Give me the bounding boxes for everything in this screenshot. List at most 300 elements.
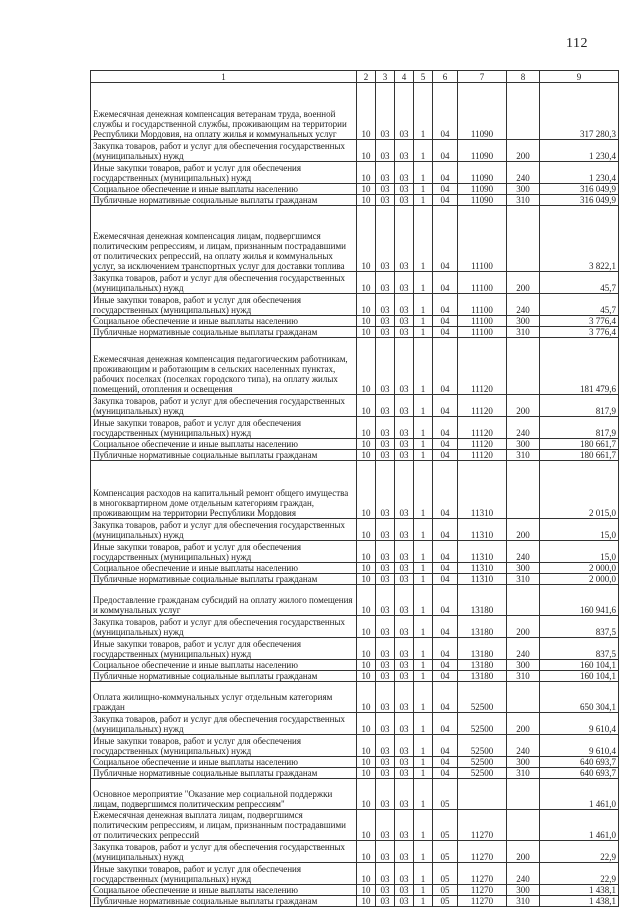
row-code-7: 11310	[458, 574, 507, 585]
row-code-5: 1	[414, 417, 433, 439]
table-row	[91, 713, 619, 735]
row-code-4: 03	[395, 327, 414, 338]
table-row	[91, 585, 619, 616]
row-code-7: 11120	[458, 338, 507, 395]
table-row	[91, 162, 619, 184]
row-name: Иные закупки товаров, работ и услуг для обеспечения государственных (муниципальных) нужд	[91, 735, 357, 757]
row-code-3: 03	[376, 541, 395, 563]
row-code-4: 03	[395, 682, 414, 713]
table-row	[91, 616, 619, 638]
row-code-4: 03	[395, 768, 414, 779]
row-code-7: 11100	[458, 206, 507, 272]
row-code-7: 11090	[458, 184, 507, 195]
row-code-4: 03	[395, 638, 414, 660]
row-code-5: 1	[414, 162, 433, 184]
row-code-4: 03	[395, 195, 414, 206]
row-code-7: 11310	[458, 461, 507, 519]
row-code-7: 11090	[458, 140, 507, 162]
row-code-3: 03	[376, 574, 395, 585]
row-code-5: 1	[414, 779, 433, 810]
row-amount: 640 693,7	[540, 757, 619, 768]
table-row	[91, 316, 619, 327]
row-code-8: 300	[507, 757, 540, 768]
row-code-6: 04	[433, 417, 458, 439]
row-code-5: 1	[414, 83, 433, 140]
row-code-5: 1	[414, 713, 433, 735]
row-code-8	[507, 206, 540, 272]
column-header-2: 2	[357, 71, 376, 83]
header-row	[91, 71, 619, 83]
row-code-8	[507, 338, 540, 395]
row-code-5: 1	[414, 184, 433, 195]
row-code-6: 04	[433, 735, 458, 757]
row-code-7: 11120	[458, 439, 507, 450]
row-code-3: 03	[376, 885, 395, 896]
row-name: Закупка товаров, работ и услуг для обеспечения государственных (муниципальных) нужд	[91, 272, 357, 294]
row-code-5: 1	[414, 563, 433, 574]
row-amount: 15,0	[540, 541, 619, 563]
row-name: Социальное обеспечение и иные выплаты населению	[91, 439, 357, 450]
row-code-5: 1	[414, 395, 433, 417]
row-code-5: 1	[414, 327, 433, 338]
row-code-6: 05	[433, 841, 458, 863]
row-code-5: 1	[414, 885, 433, 896]
row-amount: 1 438,1	[540, 885, 619, 896]
row-code-4: 03	[395, 417, 414, 439]
row-code-4: 03	[395, 563, 414, 574]
row-code-5: 1	[414, 768, 433, 779]
row-code-6: 05	[433, 779, 458, 810]
row-code-3: 03	[376, 896, 395, 907]
row-code-6: 04	[433, 461, 458, 519]
row-amount: 640 693,7	[540, 768, 619, 779]
row-code-8: 200	[507, 140, 540, 162]
row-code-5: 1	[414, 574, 433, 585]
row-code-5: 1	[414, 450, 433, 461]
row-code-8: 310	[507, 768, 540, 779]
row-code-2: 10	[357, 450, 376, 461]
row-amount: 9 610,4	[540, 735, 619, 757]
row-amount: 837,5	[540, 638, 619, 660]
row-code-3: 03	[376, 206, 395, 272]
row-code-7: 11310	[458, 519, 507, 541]
row-code-4: 03	[395, 810, 414, 841]
row-code-4: 03	[395, 140, 414, 162]
row-code-5: 1	[414, 660, 433, 671]
row-amount: 160 104,1	[540, 671, 619, 682]
row-code-5: 1	[414, 671, 433, 682]
row-code-7: 13180	[458, 638, 507, 660]
row-name: Закупка товаров, работ и услуг для обеспечения государственных (муниципальных) нужд	[91, 395, 357, 417]
row-code-8: 240	[507, 417, 540, 439]
row-code-4: 03	[395, 206, 414, 272]
row-code-2: 10	[357, 395, 376, 417]
row-code-6: 04	[433, 316, 458, 327]
row-code-3: 03	[376, 338, 395, 395]
budget-table	[90, 70, 619, 907]
row-code-3: 03	[376, 779, 395, 810]
table-row	[91, 660, 619, 671]
row-code-2: 10	[357, 616, 376, 638]
row-code-3: 03	[376, 810, 395, 841]
row-code-2: 10	[357, 574, 376, 585]
row-code-2: 10	[357, 519, 376, 541]
row-code-4: 03	[395, 863, 414, 885]
row-code-7: 11120	[458, 417, 507, 439]
row-code-5: 1	[414, 461, 433, 519]
table-row	[91, 294, 619, 316]
row-name: Предоставление гражданам субсидий на оплату жилого помещения и коммунальных услуг	[91, 585, 357, 616]
row-code-6: 04	[433, 450, 458, 461]
row-code-2: 10	[357, 713, 376, 735]
row-amount: 817,9	[540, 417, 619, 439]
row-code-3: 03	[376, 735, 395, 757]
row-name: Закупка товаров, работ и услуг для обеспечения государственных (муниципальных) нужд	[91, 841, 357, 863]
row-code-8: 300	[507, 439, 540, 450]
row-code-2: 10	[357, 294, 376, 316]
row-name: Социальное обеспечение и иные выплаты населению	[91, 563, 357, 574]
row-name: Компенсация расходов на капитальный ремонт общего имущества в многоквартирном доме отдельным категориям граждан, проживающим на территории Республики Мордовия	[91, 461, 357, 519]
row-amount: 22,9	[540, 841, 619, 863]
row-amount: 181 479,6	[540, 338, 619, 395]
row-name: Публичные нормативные социальные выплаты гражданам	[91, 450, 357, 461]
row-code-8: 300	[507, 660, 540, 671]
row-code-6: 04	[433, 162, 458, 184]
row-code-4: 03	[395, 184, 414, 195]
table-row	[91, 810, 619, 841]
table-row	[91, 671, 619, 682]
row-code-4: 03	[395, 83, 414, 140]
row-code-3: 03	[376, 563, 395, 574]
row-code-3: 03	[376, 83, 395, 140]
row-code-4: 03	[395, 272, 414, 294]
row-amount: 650 304,1	[540, 682, 619, 713]
row-code-8: 240	[507, 541, 540, 563]
page-number: 112	[566, 36, 588, 51]
row-code-8	[507, 585, 540, 616]
row-code-8	[507, 779, 540, 810]
row-name: Оплата жилищно-коммунальных услуг отдельным категориям граждан	[91, 682, 357, 713]
row-code-8: 300	[507, 885, 540, 896]
row-amount: 2 000,0	[540, 563, 619, 574]
row-amount: 180 661,7	[540, 450, 619, 461]
column-header-5: 5	[414, 71, 433, 83]
row-amount: 45,7	[540, 272, 619, 294]
row-code-6: 04	[433, 184, 458, 195]
row-code-8: 240	[507, 294, 540, 316]
row-code-8: 240	[507, 638, 540, 660]
row-amount: 3 776,4	[540, 316, 619, 327]
row-amount: 3 776,4	[540, 327, 619, 338]
table-row	[91, 195, 619, 206]
row-code-3: 03	[376, 395, 395, 417]
row-code-8: 200	[507, 713, 540, 735]
row-code-8: 200	[507, 395, 540, 417]
row-amount: 160 941,6	[540, 585, 619, 616]
row-code-4: 03	[395, 757, 414, 768]
table-row	[91, 574, 619, 585]
row-code-7: 11310	[458, 541, 507, 563]
row-code-5: 1	[414, 896, 433, 907]
row-code-2: 10	[357, 316, 376, 327]
row-code-5: 1	[414, 810, 433, 841]
row-amount: 2 000,0	[540, 574, 619, 585]
row-code-4: 03	[395, 316, 414, 327]
row-code-8: 300	[507, 184, 540, 195]
row-code-6: 05	[433, 810, 458, 841]
row-code-4: 03	[395, 885, 414, 896]
row-code-2: 10	[357, 439, 376, 450]
row-code-8: 300	[507, 316, 540, 327]
table-row	[91, 779, 619, 810]
row-code-3: 03	[376, 757, 395, 768]
row-name: Ежемесячная денежная компенсация лицам, подвергшимся политическим репрессиям, и лицам, признанным пострадавшими от политических репрессий, на оплату жилья и коммунальных услуг, за исключением транспортных услуг для доставки топлива	[91, 206, 357, 272]
row-code-5: 1	[414, 638, 433, 660]
row-code-6: 04	[433, 616, 458, 638]
row-code-5: 1	[414, 294, 433, 316]
row-code-4: 03	[395, 450, 414, 461]
table-row	[91, 841, 619, 863]
column-header-8: 8	[507, 71, 540, 83]
row-amount: 15,0	[540, 519, 619, 541]
column-header-1: 1	[91, 71, 357, 83]
row-amount: 22,9	[540, 863, 619, 885]
row-code-5: 1	[414, 757, 433, 768]
row-name: Публичные нормативные социальные выплаты гражданам	[91, 768, 357, 779]
row-code-5: 1	[414, 682, 433, 713]
row-code-7: 11090	[458, 83, 507, 140]
row-code-3: 03	[376, 327, 395, 338]
column-header-7: 7	[458, 71, 507, 83]
row-code-2: 10	[357, 184, 376, 195]
row-code-3: 03	[376, 841, 395, 863]
row-code-5: 1	[414, 195, 433, 206]
row-code-4: 03	[395, 162, 414, 184]
row-code-7: 13180	[458, 660, 507, 671]
row-code-7: 13180	[458, 616, 507, 638]
row-code-7: 13180	[458, 585, 507, 616]
row-code-3: 03	[376, 417, 395, 439]
row-code-7: 11310	[458, 563, 507, 574]
row-code-6: 04	[433, 757, 458, 768]
row-code-2: 10	[357, 863, 376, 885]
row-code-7: 11100	[458, 272, 507, 294]
row-name: Ежемесячная денежная компенсация педагогическим работникам, проживающим и работающим в сельских населенных пунктах, рабочих поселках (поселках городского типа), на оплату жилых помещений, отопления и освещения	[91, 338, 357, 395]
row-code-4: 03	[395, 395, 414, 417]
row-name: Публичные нормативные социальные выплаты гражданам	[91, 327, 357, 338]
row-code-6: 04	[433, 660, 458, 671]
row-amount: 1 461,0	[540, 779, 619, 810]
row-code-4: 03	[395, 713, 414, 735]
row-code-6: 04	[433, 395, 458, 417]
row-amount: 317 280,3	[540, 83, 619, 140]
row-code-2: 10	[357, 272, 376, 294]
row-code-7: 11120	[458, 395, 507, 417]
row-code-6: 04	[433, 338, 458, 395]
row-code-3: 03	[376, 585, 395, 616]
row-code-3: 03	[376, 195, 395, 206]
row-code-7: 11270	[458, 896, 507, 907]
row-code-8: 310	[507, 896, 540, 907]
row-code-3: 03	[376, 140, 395, 162]
row-code-6: 04	[433, 638, 458, 660]
row-code-2: 10	[357, 671, 376, 682]
row-code-6: 04	[433, 206, 458, 272]
row-name: Закупка товаров, работ и услуг для обеспечения государственных (муниципальных) нужд	[91, 519, 357, 541]
table-row	[91, 519, 619, 541]
row-code-8: 200	[507, 519, 540, 541]
column-header-6: 6	[433, 71, 458, 83]
row-code-2: 10	[357, 757, 376, 768]
table-row	[91, 395, 619, 417]
row-code-7: 11090	[458, 162, 507, 184]
row-code-3: 03	[376, 682, 395, 713]
row-amount: 160 104,1	[540, 660, 619, 671]
row-amount: 180 661,7	[540, 439, 619, 450]
row-code-4: 03	[395, 841, 414, 863]
table-row	[91, 184, 619, 195]
row-amount: 3 822,1	[540, 206, 619, 272]
row-code-7: 52500	[458, 757, 507, 768]
row-code-6: 04	[433, 574, 458, 585]
row-code-2: 10	[357, 140, 376, 162]
table-body	[91, 83, 619, 907]
row-code-6: 05	[433, 885, 458, 896]
row-name: Иные закупки товаров, работ и услуг для обеспечения государственных (муниципальных) нужд	[91, 638, 357, 660]
row-amount: 2 015,0	[540, 461, 619, 519]
row-code-3: 03	[376, 660, 395, 671]
row-code-6: 04	[433, 541, 458, 563]
row-name: Публичные нормативные социальные выплаты гражданам	[91, 896, 357, 907]
row-code-3: 03	[376, 450, 395, 461]
table-row	[91, 541, 619, 563]
row-code-7: 13180	[458, 671, 507, 682]
row-name: Закупка товаров, работ и услуг для обеспечения государственных (муниципальных) нужд	[91, 616, 357, 638]
row-code-5: 1	[414, 140, 433, 162]
row-code-6: 05	[433, 863, 458, 885]
row-amount: 817,9	[540, 395, 619, 417]
row-code-8: 240	[507, 863, 540, 885]
table-row	[91, 338, 619, 395]
row-code-6: 04	[433, 327, 458, 338]
row-code-7: 52500	[458, 735, 507, 757]
row-code-5: 1	[414, 206, 433, 272]
row-code-6: 04	[433, 768, 458, 779]
row-code-8: 310	[507, 574, 540, 585]
row-code-6: 04	[433, 140, 458, 162]
row-code-2: 10	[357, 327, 376, 338]
row-code-2: 10	[357, 206, 376, 272]
row-amount: 1 438,1	[540, 896, 619, 907]
row-name: Ежемесячная денежная выплата лицам, подвергшимся политическим репрессиям, и лицам, признанным пострадавшими от политических репрессий	[91, 810, 357, 841]
row-code-4: 03	[395, 439, 414, 450]
row-code-3: 03	[376, 439, 395, 450]
row-code-5: 1	[414, 439, 433, 450]
row-code-4: 03	[395, 735, 414, 757]
row-code-6: 04	[433, 294, 458, 316]
column-header-9: 9	[540, 71, 619, 83]
row-name: Публичные нормативные социальные выплаты гражданам	[91, 671, 357, 682]
row-name: Иные закупки товаров, работ и услуг для обеспечения государственных (муниципальных) нужд	[91, 417, 357, 439]
row-code-7: 11270	[458, 863, 507, 885]
table-row	[91, 563, 619, 574]
row-code-2: 10	[357, 779, 376, 810]
row-code-7: 11270	[458, 841, 507, 863]
row-amount: 1 230,4	[540, 140, 619, 162]
row-code-2: 10	[357, 841, 376, 863]
table-row	[91, 768, 619, 779]
table-row	[91, 757, 619, 768]
row-code-2: 10	[357, 585, 376, 616]
row-code-5: 1	[414, 585, 433, 616]
row-code-4: 03	[395, 616, 414, 638]
row-code-6: 05	[433, 896, 458, 907]
row-name: Закупка товаров, работ и услуг для обеспечения государственных (муниципальных) нужд	[91, 713, 357, 735]
row-code-7: 11270	[458, 885, 507, 896]
row-code-2: 10	[357, 768, 376, 779]
row-code-2: 10	[357, 638, 376, 660]
row-code-7	[458, 779, 507, 810]
table-row	[91, 461, 619, 519]
row-code-2: 10	[357, 682, 376, 713]
row-code-5: 1	[414, 272, 433, 294]
row-code-7: 11100	[458, 316, 507, 327]
table-row	[91, 206, 619, 272]
row-code-3: 03	[376, 162, 395, 184]
column-header-4: 4	[395, 71, 414, 83]
row-code-4: 03	[395, 461, 414, 519]
row-code-3: 03	[376, 294, 395, 316]
row-code-4: 03	[395, 541, 414, 563]
row-name: Иные закупки товаров, работ и услуг для обеспечения государственных (муниципальных) нужд	[91, 541, 357, 563]
row-code-3: 03	[376, 638, 395, 660]
table-row	[91, 682, 619, 713]
row-code-6: 04	[433, 83, 458, 140]
row-code-8: 300	[507, 563, 540, 574]
row-code-3: 03	[376, 461, 395, 519]
row-code-8: 310	[507, 195, 540, 206]
row-code-7: 11120	[458, 450, 507, 461]
row-code-8	[507, 83, 540, 140]
row-code-5: 1	[414, 316, 433, 327]
row-code-2: 10	[357, 896, 376, 907]
row-code-8	[507, 810, 540, 841]
table-row	[91, 272, 619, 294]
row-code-6: 04	[433, 439, 458, 450]
row-code-4: 03	[395, 779, 414, 810]
row-code-5: 1	[414, 519, 433, 541]
row-code-2: 10	[357, 563, 376, 574]
row-code-7: 52500	[458, 768, 507, 779]
row-code-7: 11100	[458, 327, 507, 338]
table-row	[91, 638, 619, 660]
row-code-2: 10	[357, 83, 376, 140]
row-amount: 316 049,9	[540, 184, 619, 195]
row-name: Социальное обеспечение и иные выплаты населению	[91, 660, 357, 671]
row-code-6: 04	[433, 713, 458, 735]
row-name: Основное мероприятие "Оказание мер социальной поддержки лицам, подвергшимся политическим репрессиям"	[91, 779, 357, 810]
row-code-4: 03	[395, 660, 414, 671]
row-code-4: 03	[395, 574, 414, 585]
row-code-5: 1	[414, 338, 433, 395]
row-code-6: 04	[433, 519, 458, 541]
row-code-8: 240	[507, 735, 540, 757]
row-code-5: 1	[414, 541, 433, 563]
table-row	[91, 450, 619, 461]
row-code-4: 03	[395, 585, 414, 616]
row-code-7: 11100	[458, 294, 507, 316]
table-row	[91, 735, 619, 757]
